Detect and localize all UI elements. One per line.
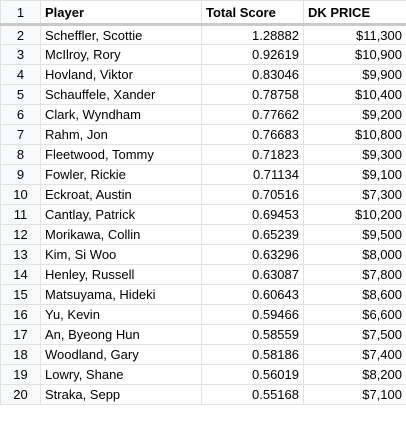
row-number[interactable]: 14 xyxy=(1,265,41,285)
row-number[interactable]: 2 xyxy=(1,25,41,45)
dk-price-cell[interactable]: $11,300 xyxy=(304,25,406,45)
dk-price-cell[interactable]: $8,000 xyxy=(304,245,406,265)
player-cell[interactable]: Fleetwood, Tommy xyxy=(41,145,202,165)
total-score-cell[interactable]: 0.58186 xyxy=(202,345,304,365)
table-row xyxy=(1,45,406,65)
row-number[interactable]: 9 xyxy=(1,165,41,185)
total-score-cell[interactable]: 0.65239 xyxy=(202,225,304,245)
table-row xyxy=(1,145,406,165)
player-cell[interactable]: Matsuyama, Hideki xyxy=(41,285,202,305)
row-number[interactable]: 16 xyxy=(1,305,41,325)
dk-price-cell[interactable]: $9,300 xyxy=(304,145,406,165)
table-row xyxy=(1,365,406,385)
player-cell[interactable]: Fowler, Rickie xyxy=(41,165,202,185)
table-row xyxy=(1,385,406,405)
total-score-cell[interactable]: 0.59466 xyxy=(202,305,304,325)
column-header-dk-price[interactable]: DK PRICE xyxy=(304,1,406,25)
table-row xyxy=(1,65,406,85)
row-number[interactable]: 10 xyxy=(1,185,41,205)
total-score-cell[interactable]: 0.69453 xyxy=(202,205,304,225)
row-number[interactable]: 11 xyxy=(1,205,41,225)
total-score-cell[interactable]: 0.55168 xyxy=(202,385,304,405)
player-cell[interactable]: Scheffler, Scottie xyxy=(41,25,202,45)
player-cell[interactable]: Schauffele, Xander xyxy=(41,85,202,105)
dk-price-cell[interactable]: $7,400 xyxy=(304,345,406,365)
dk-price-cell[interactable]: $8,200 xyxy=(304,365,406,385)
player-cell[interactable]: Straka, Sepp xyxy=(41,385,202,405)
table-row xyxy=(1,125,406,145)
player-cell[interactable]: Lowry, Shane xyxy=(41,365,202,385)
total-score-cell[interactable]: 0.63296 xyxy=(202,245,304,265)
table-row xyxy=(1,285,406,305)
dk-price-cell[interactable]: $9,200 xyxy=(304,105,406,125)
player-cell[interactable]: Morikawa, Collin xyxy=(41,225,202,245)
total-score-cell[interactable]: 0.58559 xyxy=(202,325,304,345)
table-row xyxy=(1,325,406,345)
dk-price-cell[interactable]: $9,900 xyxy=(304,65,406,85)
table-row xyxy=(1,305,406,325)
table-row xyxy=(1,345,406,365)
row-number[interactable]: 15 xyxy=(1,285,41,305)
table-row xyxy=(1,265,406,285)
dk-price-cell[interactable]: $10,200 xyxy=(304,205,406,225)
row-number[interactable]: 8 xyxy=(1,145,41,165)
table-row xyxy=(1,165,406,185)
row-number[interactable]: 13 xyxy=(1,245,41,265)
total-score-cell[interactable]: 0.83046 xyxy=(202,65,304,85)
player-cell[interactable]: Hovland, Viktor xyxy=(41,65,202,85)
row-number[interactable]: 19 xyxy=(1,365,41,385)
table-row xyxy=(1,205,406,225)
player-cell[interactable]: Woodland, Gary xyxy=(41,345,202,365)
row-number[interactable]: 6 xyxy=(1,105,41,125)
dk-price-cell[interactable]: $7,800 xyxy=(304,265,406,285)
row-number[interactable]: 5 xyxy=(1,85,41,105)
total-score-cell[interactable]: 0.92619 xyxy=(202,45,304,65)
dk-price-cell[interactable]: $8,600 xyxy=(304,285,406,305)
row-number[interactable]: 4 xyxy=(1,65,41,85)
player-cell[interactable]: McIlroy, Rory xyxy=(41,45,202,65)
dk-price-cell[interactable]: $9,500 xyxy=(304,225,406,245)
table-row xyxy=(1,85,406,105)
total-score-cell[interactable]: 0.70516 xyxy=(202,185,304,205)
total-score-cell[interactable]: 0.77662 xyxy=(202,105,304,125)
total-score-cell[interactable]: 0.63087 xyxy=(202,265,304,285)
column-header-player[interactable]: Player xyxy=(41,1,202,25)
dk-price-cell[interactable]: $10,900 xyxy=(304,45,406,65)
player-cell[interactable]: An, Byeong Hun xyxy=(41,325,202,345)
dk-price-cell[interactable]: $7,100 xyxy=(304,385,406,405)
row-number[interactable]: 7 xyxy=(1,125,41,145)
player-cell[interactable]: Rahm, Jon xyxy=(41,125,202,145)
table-row xyxy=(1,105,406,125)
table-row xyxy=(1,185,406,205)
total-score-cell[interactable]: 1.28882 xyxy=(202,25,304,45)
table-row xyxy=(1,245,406,265)
row-number[interactable]: 17 xyxy=(1,325,41,345)
dk-price-cell[interactable]: $6,600 xyxy=(304,305,406,325)
total-score-cell[interactable]: 0.60643 xyxy=(202,285,304,305)
row-number[interactable]: 18 xyxy=(1,345,41,365)
player-cell[interactable]: Cantlay, Patrick xyxy=(41,205,202,225)
total-score-cell[interactable]: 0.71134 xyxy=(202,165,304,185)
table-row xyxy=(1,225,406,245)
player-cell[interactable]: Yu, Kevin xyxy=(41,305,202,325)
column-header-total-score[interactable]: Total Score xyxy=(202,1,304,25)
total-score-cell[interactable]: 0.56019 xyxy=(202,365,304,385)
dk-price-cell[interactable]: $7,300 xyxy=(304,185,406,205)
row-number[interactable]: 3 xyxy=(1,45,41,65)
row-number[interactable]: 20 xyxy=(1,385,41,405)
total-score-cell[interactable]: 0.78758 xyxy=(202,85,304,105)
header-row xyxy=(1,1,406,25)
row-number[interactable]: 12 xyxy=(1,225,41,245)
player-cell[interactable]: Eckroat, Austin xyxy=(41,185,202,205)
player-cell[interactable]: Kim, Si Woo xyxy=(41,245,202,265)
player-cell[interactable]: Henley, Russell xyxy=(41,265,202,285)
player-cell[interactable]: Clark, Wyndham xyxy=(41,105,202,125)
dk-price-cell[interactable]: $7,500 xyxy=(304,325,406,345)
total-score-cell[interactable]: 0.76683 xyxy=(202,125,304,145)
dk-price-cell[interactable]: $9,100 xyxy=(304,165,406,185)
row-number[interactable]: 1 xyxy=(1,1,41,25)
sheet-body xyxy=(1,1,406,405)
total-score-cell[interactable]: 0.71823 xyxy=(202,145,304,165)
dk-price-cell[interactable]: $10,800 xyxy=(304,125,406,145)
table-row xyxy=(1,25,406,45)
dk-price-cell[interactable]: $10,400 xyxy=(304,85,406,105)
